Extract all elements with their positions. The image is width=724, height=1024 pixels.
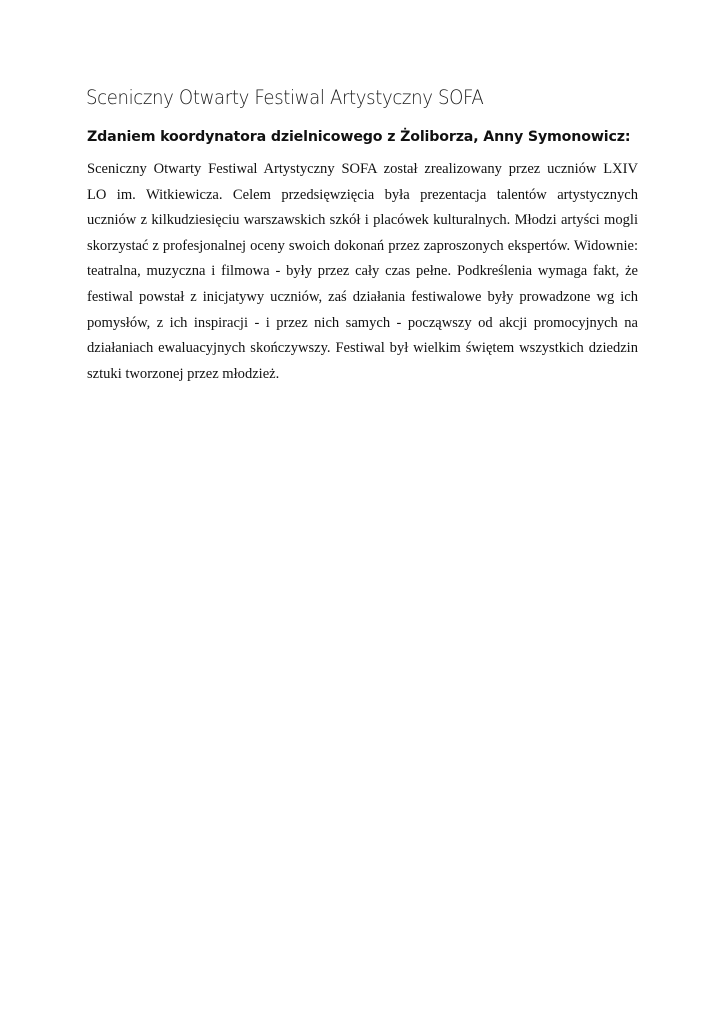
paragraph-line: LO im. Witkiewicza. Celem przedsięwzięcia była prezentacja talentów artystycznych — [87, 186, 638, 203]
paragraph-line: festiwal powstał z inicjatywy uczniów, zaś działania festiwalowe były prowadzone wg ich — [87, 288, 638, 305]
paragraph-line: działaniach ewaluacyjnych skończywszy. Festiwal był wielkim świętem wszystkich dziedzin — [87, 340, 638, 357]
paragraph-line: teatralna, muzyczna i filmowa - były przez cały czas pełne. Podkreślenia wymaga fakt, że — [87, 263, 638, 280]
paragraph-line: Sceniczny Otwarty Festiwal Artystyczny SOFA został zrealizowany przez uczniów LXIV — [87, 161, 638, 177]
document-title: Sceniczny Otwarty Festiwal Artystyczny SOFA — [86, 86, 484, 109]
paragraph-line: uczniów z kilkudziesięciu warszawskich szkół i placówek kulturalnych. Młodzi artyści mogli — [87, 212, 638, 229]
document-subheading: Zdaniem koordynatora dzielnicowego z Żoliborza, Anny Symonowicz: — [87, 129, 631, 145]
paragraph-line: skorzystać z profesjonalnej oceny swoich dokonań przez zaproszonych ekspertów. Widownie: — [87, 237, 638, 254]
body-paragraph — [87, 157, 638, 387]
paragraph-line: sztuki tworzonej przez młodzież. — [87, 365, 280, 382]
paragraph-line: pomysłów, z ich inspiracji - i przez nich samych - począwszy od akcji promocyjnych na — [87, 314, 638, 331]
